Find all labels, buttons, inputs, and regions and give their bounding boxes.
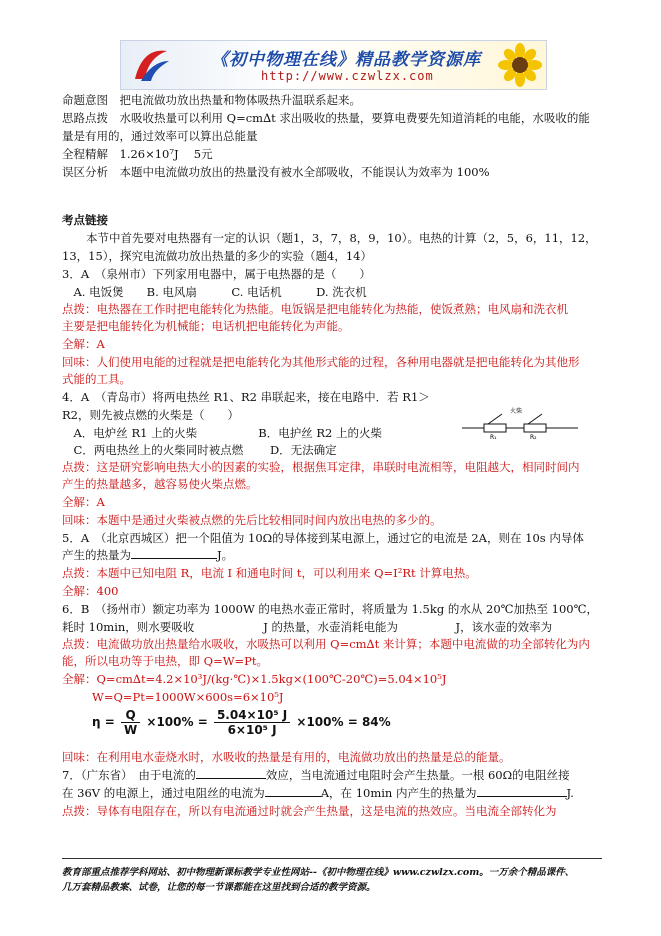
q4-options-1: A．电炉丝 R1 上的火柴 B．电护丝 R2 上的火柴	[62, 426, 382, 440]
header-banner	[120, 40, 547, 90]
eff-fraction-1	[121, 708, 140, 737]
q7-blank-2	[265, 784, 321, 797]
q5-answer: 全解：400	[62, 584, 119, 598]
banner-title: 《初中物理在线》精品教学资源库	[211, 50, 481, 70]
banner-url[interactable]: http://www.czwlzx.com	[261, 69, 434, 83]
solution-line: 全程精解 1.26×10⁷J 5元	[62, 147, 213, 161]
q5-stem-2-start: 产生的热量为	[62, 548, 131, 562]
q4-stem-2: R2，则先被点燃的火柴是（ ）	[62, 408, 239, 422]
footer-line-1: 教育部重点推荐学科网站、初中物理新课标教学专业性网站--《初中物理在线》www.czwlzx.com。一万余个精品课件、	[62, 867, 575, 878]
q6-stem-1: 6．B （扬州市）额定功率为 1000W 的电热水壶正常时，将质量为 1.5kg 的水从 20℃加热至 100℃，	[62, 602, 598, 616]
r2-label: R₂	[530, 434, 537, 440]
match-stick-1	[488, 414, 502, 424]
q7-stem-2b: A，在 10min 内产生的热量为	[320, 786, 477, 800]
q5-stem-2-end: J。	[217, 548, 234, 562]
section-title: 考点链接	[62, 213, 108, 227]
q3-answer: 全解：A	[62, 337, 105, 351]
resistor-r1	[484, 424, 506, 432]
q6-answer-2: W=Q=Pt=1000W×600s=6×10⁵J	[92, 690, 284, 704]
q6-hint-2: 能，所以电功等于电热，即 Q=W=Pt。	[62, 654, 269, 668]
q7-blank-3	[477, 784, 567, 797]
q7-hint: 点拨：导体有电阻存在，所以有电流通过时就会产生热量，这是电流的热效应。当电流全部转化为	[62, 804, 557, 818]
approach-line-1: 思路点拨 水吸收热量可以利用 Q=cm∆t 求出吸收的热量，要算电费要先知道消耗的电能，水吸收的能	[62, 111, 590, 125]
q3-review-2: 式能的工具。	[62, 372, 131, 386]
q7-stem-2c: J.	[566, 786, 574, 800]
q7-stem-2a: 在 36V 的电源上，通过电阻丝的电流为	[62, 786, 265, 800]
q6-efficiency-formula	[92, 708, 391, 737]
eff-mid: ×100% =	[146, 715, 208, 729]
q7-stem-1	[62, 766, 570, 784]
footer-divider	[62, 858, 602, 859]
q7-blank-1	[196, 766, 266, 779]
approach-line-2: 量是有用的，通过效率可以算出总能量	[62, 129, 258, 143]
q5-blank	[131, 546, 217, 559]
q7-stem-2	[62, 784, 574, 802]
q3-hint-2: 主要是把电能转化为机械能；电话机把电能转化为声能。	[62, 319, 350, 333]
q5-hint: 点拨：本题中已知电阻 R，电流 I 和通电时间 t，可以利用来 Q=I²Rt 计算电热。	[62, 566, 477, 580]
sunflower-icon	[498, 43, 542, 87]
eff-lhs: η =	[92, 715, 115, 729]
q6-review: 回味：在利用电水壶烧水时，水吸收的热量是有用的，电流做功放出的热量是总的能量。	[62, 750, 511, 764]
eff-den: 6×10⁵ J	[227, 723, 277, 737]
match-label: 火柴	[510, 408, 523, 415]
section-text-2: 13，15），探究电流做功放出热量的多少的实验（题4，14）	[62, 249, 372, 263]
pitfall-line: 误区分析 本题中电流做功放出的热量没有被水全部吸收，不能误认为效率为 100%	[62, 165, 490, 179]
q3-hint-1: 点拨：电热器在工作时把电能转化为热能。电饭锅是把电能转化为热能，使饭煮熟；电风扇和洗衣机	[62, 302, 568, 316]
intent-line: 命题意图 把电流做功放出热量和物体吸热升温联系起来。	[62, 93, 361, 107]
match-stick-2	[528, 414, 542, 424]
footer-line-2: 几万套精品教案、试卷，让您的每一节课都能在这里找到合适的教学资源。	[62, 882, 376, 893]
q3-options: A. 电饭煲 B. 电风扇 C. 电话机 D. 洗衣机	[62, 285, 367, 299]
q4-review: 回味：本题中是通过火柴被点燃的先后比较相同时间内放出电热的多少的。	[62, 513, 442, 527]
eff-q: Q	[121, 708, 140, 723]
q4-stem-1: 4．A （青岛市）将两电热丝 R1、R2 串联起来，接在电路中．若 R1＞	[62, 390, 430, 404]
q7-stem-1a: 7．（广东省） 由于电流的	[62, 768, 196, 782]
site-logo-icon	[131, 45, 171, 85]
q6-stem-2: 耗时 10min，则水要吸收 J 的热量，水壶消耗电能为 J，该水壶的效率为	[62, 620, 553, 634]
series-resistor-diagram	[460, 404, 580, 440]
eff-fraction-2	[214, 708, 290, 737]
section-text-1: 本节中首先要对电热器有一定的认识（题1，3，7，8，9，10）。电热的计算（2，5，6，11，12，	[86, 231, 597, 245]
q6-hint-1: 点拨：电流做功放出热量给水吸收，水吸热可以利用 Q=cm∆t 来计算；本题中电流做的功全部转化为内	[62, 637, 590, 651]
resistor-r2	[524, 424, 546, 432]
eff-w: W	[123, 723, 138, 737]
q3-stem: 3．A （泉州市）下列家用电器中，属于电热器的是（ ）	[62, 267, 371, 281]
q4-answer: 全解：A	[62, 495, 105, 509]
q7-stem-1b: 效应，当电流通过电阻时会产生热量。一根 60Ω的电阻丝接	[265, 768, 570, 782]
eff-end: ×100% = 84%	[296, 715, 391, 729]
r1-label: R₁	[490, 434, 497, 440]
q3-review-1: 回味：人们使用电能的过程就是把电能转化为其他形式能的过程，各种用电器就是把电能转化为其他形	[62, 355, 580, 369]
q4-hint-1: 点拨：这是研究影响电热大小的因素的实验，根据焦耳定律，串联时电流相等，电阻越大，相同时间内	[62, 460, 580, 474]
q5-stem-1: 5．A （北京西城区）把一个阻值为 10Ω的导体接到某电源上，通过它的电流是 2A，则在 10s 内导体	[62, 531, 584, 545]
q5-stem-2	[62, 546, 233, 564]
q4-options-2: C．两电热丝上的火柴同时被点燃 D．无法确定	[62, 443, 337, 457]
eff-num: 5.04×10⁵ J	[214, 708, 290, 723]
q4-hint-2: 产生的热量越多，越容易使火柴点燃。	[62, 477, 258, 491]
q6-answer-1: 全解：Q=cm∆t=4.2×10³J/(kg·℃)×1.5kg×(100℃-20℃)=5.04×10⁵J	[62, 672, 447, 686]
